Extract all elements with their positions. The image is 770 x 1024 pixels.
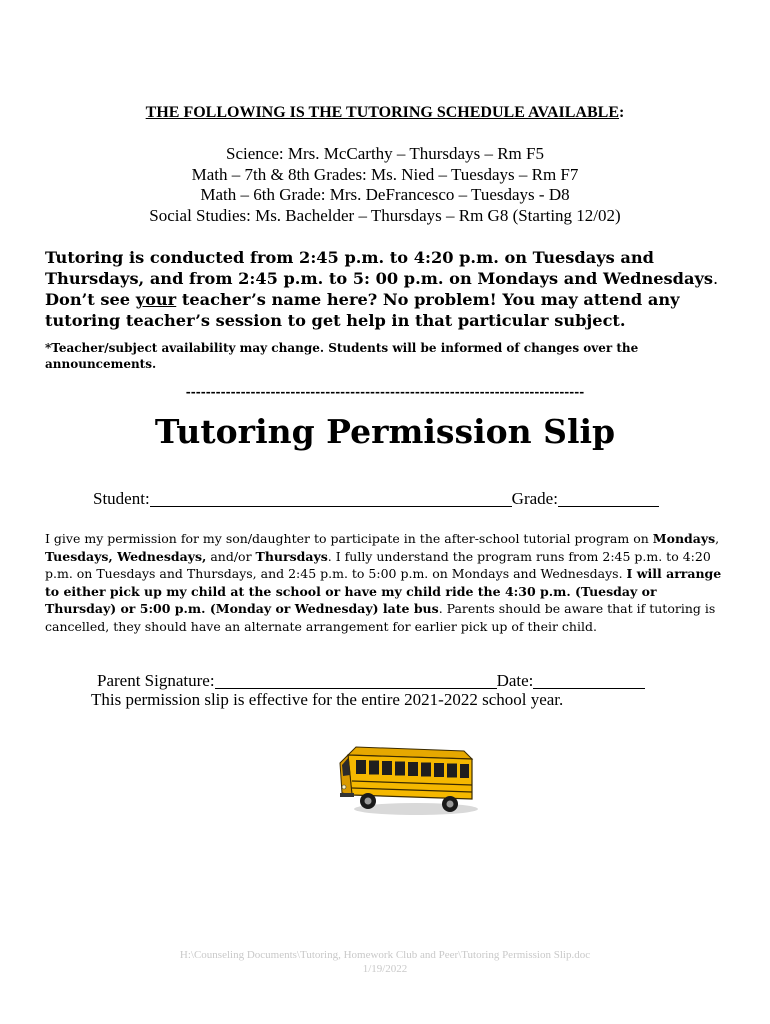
schedule-line-math-6: Math – 6th Grade: Mrs. DeFrancesco – Tuesdays - D8 bbox=[200, 185, 570, 204]
footer-date: 1/19/2022 bbox=[362, 963, 408, 975]
student-field-row bbox=[93, 489, 659, 509]
attend-any-text: teacher’s name here? No problem! You may attend any tutoring teacher’s session to get help in that particular subject. bbox=[45, 290, 680, 330]
signature-blank[interactable] bbox=[215, 672, 497, 689]
footer-file-path: H:\Counseling Documents\Tutoring, Homework Club and Peer\Tutoring Permission Slip.doc bbox=[179, 949, 591, 961]
schedule-heading bbox=[0, 104, 770, 122]
permission-paragraph bbox=[45, 530, 727, 636]
permission-text-2: , bbox=[715, 531, 720, 546]
grade-label: Grade: bbox=[511, 489, 558, 508]
school-bus-icon bbox=[338, 741, 478, 819]
schedule-line-science: Science: Mrs. McCarthy – Thursdays – Rm F5 bbox=[226, 144, 544, 163]
schedule-line-social-studies: Social Studies: Ms. Bachelder – Thursdays – Rm G8 (Starting 12/02) bbox=[149, 205, 621, 225]
date-blank[interactable] bbox=[533, 672, 645, 689]
tutoring-hours-text: Tutoring is conducted from 2:45 p.m. to 4:20 p.m. on Tuesdays and Thursdays, and from 2:45 p.m. to 5: 00 p.m. on Mondays and Wednesdays bbox=[45, 248, 713, 288]
permission-tue-wed: Tuesdays, Wednesdays, bbox=[45, 548, 207, 564]
schedule-heading-colon: : bbox=[619, 104, 625, 121]
your-emphasis: your bbox=[135, 290, 177, 309]
permission-arrangement: I will arrange to either pick up my child at the school or have my child ride the 4:30 p.m. (Tuesday or Thursday) or 5:00 p.m. (Monday or Wednesday) late bus bbox=[45, 566, 722, 617]
permission-text-3: and/or bbox=[206, 548, 256, 564]
permission-thursdays: Thursdays bbox=[255, 548, 328, 564]
tutoring-hours-paragraph bbox=[45, 247, 735, 331]
schedule-line-math-7-8: Math – 7th & 8th Grades: Ms. Nied – Tuesdays – Rm F7 bbox=[191, 164, 579, 184]
cut-line-divider: -------------------------------------------------------------------------------- bbox=[185, 385, 585, 399]
teacher-question-text: Don’t see bbox=[45, 290, 136, 309]
signature-field-row bbox=[97, 671, 645, 691]
availability-note: *Teacher/subject availability may change. Students will be informed of changes over the announcements. bbox=[45, 341, 639, 371]
signature-label: Parent Signature: bbox=[97, 671, 215, 690]
date-label: Date: bbox=[496, 671, 534, 690]
student-label: Student: bbox=[93, 489, 150, 508]
schedule-heading-text: THE FOLLOWING IS THE TUTORING SCHEDULE AVAILABLE bbox=[145, 104, 619, 121]
student-name-blank[interactable] bbox=[150, 490, 512, 507]
document-footer bbox=[0, 948, 770, 976]
permission-text-5: . Parents should be aware that if tutoring is cancelled, they should have an alternate arrangement for earlier pick up of their child. bbox=[45, 601, 716, 634]
effective-statement: This permission slip is effective for the entire 2021-2022 school year. bbox=[91, 690, 564, 709]
permission-text-1: I give my permission for my son/daughter to participate in the after-school tutorial program on bbox=[45, 531, 653, 546]
grade-blank[interactable] bbox=[558, 490, 659, 507]
permission-mondays: Mondays bbox=[652, 531, 716, 546]
tutoring-hours-period: . bbox=[713, 269, 719, 288]
permission-slip-title: Tutoring Permission Slip bbox=[154, 412, 616, 451]
permission-text-4: . I fully understand the program runs from 2:45 p.m. to 4:20 p.m. on Tuesdays and Thursdays, and 2:45 p.m. to 5:00 p.m. on Mondays and Wednesdays. bbox=[45, 548, 711, 582]
